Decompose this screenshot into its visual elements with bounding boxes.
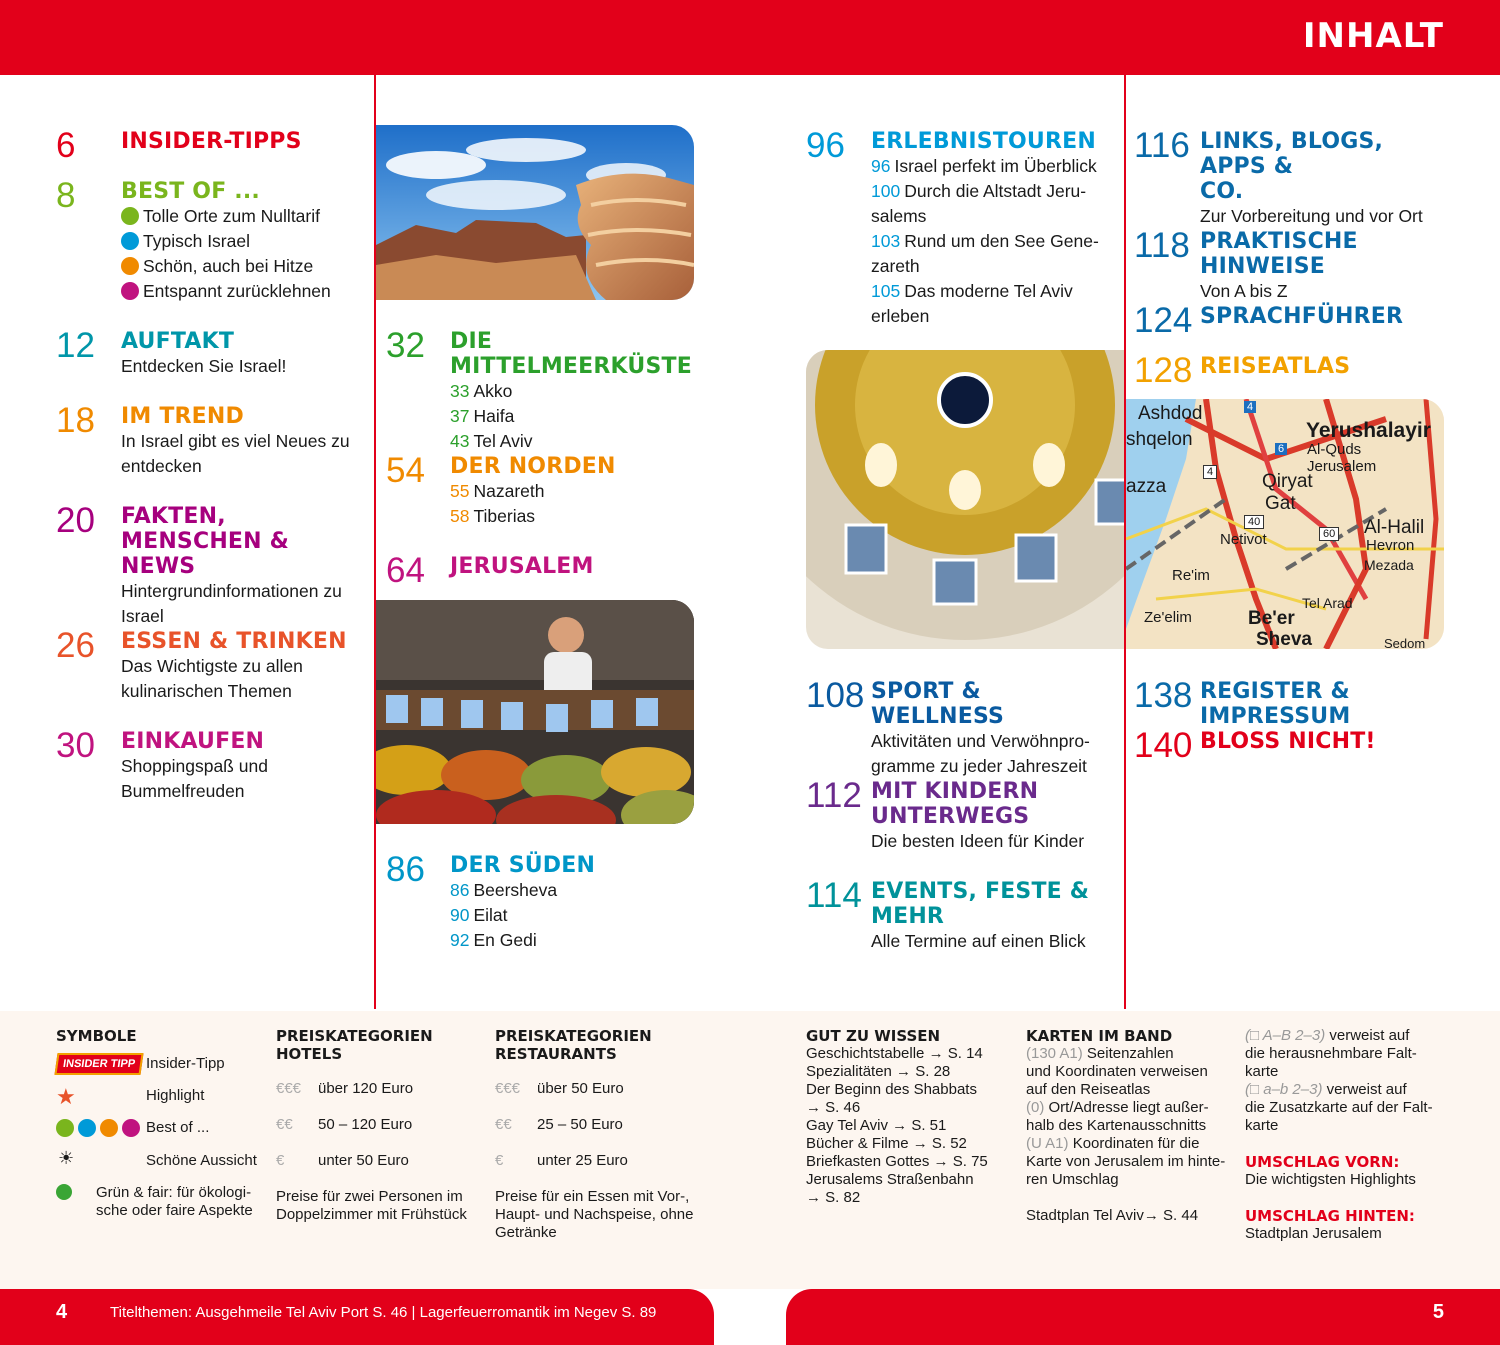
coord-ref: (□ a–b 2–3) <box>1245 1081 1323 1098</box>
spice-market-photo <box>376 600 694 824</box>
map-label: Gat <box>1265 493 1296 514</box>
toc-subtitle: gramme zu jeder Jahreszeit <box>871 756 1087 776</box>
toc-subtitle: Das Wichtigste zu allen <box>121 656 303 676</box>
toc-body <box>121 729 268 804</box>
toc-subtitle: Hintergrundinformationen zu <box>121 581 342 601</box>
legend-text: auf den Reiseatlas <box>1026 1081 1151 1098</box>
faltkarte-legend <box>1245 1027 1465 1135</box>
fact-line: Geschichtstabelle → S. 14 <box>806 1045 983 1062</box>
map-label: Re'im <box>1172 567 1210 584</box>
umschlag-hinten-heading: UMSCHLAG HINTEN: <box>1245 1207 1415 1225</box>
toc-subitem-page: 33 <box>450 381 470 401</box>
insider-tipp-badge: INSIDER TIPP <box>54 1053 143 1075</box>
toc-body <box>871 879 1116 954</box>
restaurants-heading: PREISKATEGORIEN <box>495 1027 652 1045</box>
map-legend-line <box>1026 1045 1241 1063</box>
legend-text: karte <box>1245 1063 1279 1080</box>
legend-text: Seitenzahlen <box>1086 1045 1174 1062</box>
cover-topics: Titelthemen: Ausgehmeile Tel Aviv Port S. 46 | Lagerfeuerromantik im Negev S. 89 <box>110 1304 657 1321</box>
toc-title: MIT KINDERN <box>871 779 1039 804</box>
toc-subitem-label: zareth <box>871 256 920 276</box>
toc-page-number: 114 <box>806 876 862 915</box>
toc-subitem <box>871 154 1099 179</box>
toc-subtitle: Alle Termine auf einen Blick <box>871 931 1086 951</box>
map-label: shqelon <box>1126 429 1193 450</box>
map-label: Ashdod <box>1138 403 1203 424</box>
map-legend-line <box>1026 1063 1241 1081</box>
price-row: €€ 25 – 50 Euro <box>495 1116 623 1133</box>
toc-body <box>871 679 1116 779</box>
legend-label: Insider-Tipp <box>146 1055 225 1072</box>
map-label: Al-Quds <box>1307 441 1362 458</box>
gut-heading: GUT ZU WISSEN <box>806 1027 941 1045</box>
road-shield: 6 <box>1275 443 1287 455</box>
toc-subitem <box>450 928 595 953</box>
price-row: € unter 50 Euro <box>276 1152 409 1169</box>
symbols-heading: SYMBOLE <box>56 1027 137 1045</box>
stadtplan-reference: Stadtplan Tel Aviv→ S. 44 <box>1026 1207 1199 1224</box>
toc-subitem <box>871 179 1099 204</box>
road-shield: 40 <box>1244 515 1264 529</box>
toc-subitem <box>450 404 696 429</box>
toc-subitem-label: erleben <box>871 306 930 326</box>
fact-line: Spezialitäten → S. 28 <box>806 1063 951 1080</box>
coord-ref: (0) <box>1026 1099 1045 1116</box>
toc-body <box>450 853 595 953</box>
church-dome-photo <box>806 350 1124 649</box>
toc-title: MENSCHEN & NEWS <box>121 529 290 579</box>
toc-title: EINKAUFEN <box>121 729 265 754</box>
toc-subitem-label: Israel perfekt im Überblick <box>894 156 1097 176</box>
map-label: azza <box>1126 476 1167 497</box>
toc-subitem <box>450 504 616 529</box>
toc-subtitle: kulinarischen Themen <box>121 681 292 701</box>
header-bar <box>0 0 1500 75</box>
fact-line: Der Beginn des Shabbats <box>806 1081 977 1098</box>
toc-body <box>450 554 594 579</box>
map-legend-line <box>1026 1135 1241 1153</box>
toc-page-number: 18 <box>56 401 95 440</box>
toc-body <box>121 179 331 304</box>
toc-title: DER NORDEN <box>450 454 616 479</box>
legend-text: ren Umschlag <box>1026 1171 1119 1188</box>
toc-page-number: 86 <box>386 850 425 889</box>
toc-subtitle: Von A bis Z <box>1200 281 1288 301</box>
bullet-dot-icon <box>121 282 139 300</box>
toc-subitem-page: 86 <box>450 880 470 900</box>
bullet-dot-icon <box>121 257 139 275</box>
toc-subitem <box>450 429 696 454</box>
best-of-dots-icon <box>56 1119 144 1143</box>
best-of-label: Entspannt zurücklehnen <box>143 281 331 301</box>
toc-subtitle: entdecken <box>121 456 202 476</box>
toc-page-number: 20 <box>56 501 95 540</box>
toc-subitem-page: 90 <box>450 905 470 925</box>
faltkarte-line <box>1245 1117 1465 1135</box>
toc-subitem-label: salems <box>871 206 927 226</box>
toc-subitem-label: Nazareth <box>473 481 545 501</box>
map-label: Al-Halil <box>1364 517 1425 538</box>
hotel-prices <box>276 1027 486 1063</box>
toc-body <box>1200 304 1403 329</box>
toc-subtitle: Aktivitäten und Verwöhnpro- <box>871 731 1090 751</box>
map-label: Be'er <box>1248 608 1295 629</box>
toc-page-number: 96 <box>806 126 845 165</box>
toc-subitem-page: 100 <box>871 181 901 201</box>
legend-text: Koordinaten für die <box>1072 1135 1200 1152</box>
toc-subitem-page: 55 <box>450 481 470 501</box>
fact-line: Briefkasten Gottes → S. 75 <box>806 1153 988 1170</box>
insider-tipp-symbol <box>56 1053 142 1077</box>
faltkarte-line <box>1245 1045 1465 1063</box>
toc-title: ERLEBNISTOUREN <box>871 129 1096 154</box>
toc-subitem <box>871 204 1099 229</box>
footer-left <box>0 1289 714 1345</box>
faltkarte-line <box>1245 1063 1465 1081</box>
map-legend-line <box>1026 1171 1241 1189</box>
toc-body <box>121 129 302 154</box>
fact-line: Jerusalems Straßenbahn <box>806 1171 974 1188</box>
restaurant-prices <box>495 1027 715 1063</box>
coord-ref: (□ A–B 2–3) <box>1245 1027 1326 1044</box>
best-of-item <box>121 229 331 254</box>
toc-subitem <box>450 903 595 928</box>
karten-heading: KARTEN IM BAND <box>1026 1027 1173 1045</box>
toc-subitem-page: 96 <box>871 156 891 176</box>
toc-subitem <box>871 304 1099 329</box>
toc-subitem <box>450 479 616 504</box>
toc-subitem-label: Tiberias <box>473 506 536 526</box>
gut-zu-wissen <box>806 1027 1016 1207</box>
toc-body <box>1200 729 1376 754</box>
toc-subitem-page: 43 <box>450 431 470 451</box>
road-shield: 4 <box>1203 465 1217 479</box>
toc-page-number: 138 <box>1134 676 1193 715</box>
toc-subitem <box>450 878 595 903</box>
toc-page-number: 112 <box>806 776 862 815</box>
toc-subtitle: Bummelfreuden <box>121 781 245 801</box>
fact-line: → S. 46 <box>806 1099 861 1116</box>
map-label: Netivot <box>1220 531 1267 548</box>
best-of-label: Schön, auch bei Hitze <box>143 256 314 276</box>
toc-subitem-label: Eilat <box>473 905 508 925</box>
faltkarte-line <box>1245 1027 1465 1045</box>
toc-title: LINKS, BLOGS, APPS & <box>1200 129 1384 179</box>
toc-body <box>871 779 1084 854</box>
price-row: €€ 50 – 120 Euro <box>276 1116 413 1133</box>
toc-title: UNTERWEGS <box>871 804 1030 829</box>
toc-subitem-label: Rund um den See Gene- <box>904 231 1099 251</box>
price-row: € unter 25 Euro <box>495 1152 628 1169</box>
toc-subitem-label: Haifa <box>473 406 515 426</box>
toc-subitem <box>450 379 696 404</box>
page-number: 5 <box>1432 1301 1444 1323</box>
toc-title: DIE MITTELMEERKÜSTE <box>450 329 692 379</box>
toc-body <box>1200 679 1450 729</box>
green-fair-icon <box>56 1184 72 1208</box>
map-label: Qiryat <box>1262 471 1313 492</box>
road-shield: 60 <box>1319 527 1339 541</box>
road-shield: 4 <box>1244 401 1256 413</box>
map-legend-line <box>1026 1099 1241 1117</box>
toc-title: IM TREND <box>121 404 244 429</box>
fact-line: Gay Tel Aviv → S. 51 <box>806 1117 947 1134</box>
price-row: €€€ über 120 Euro <box>276 1080 414 1097</box>
toc-subtitle: Shoppingspaß und <box>121 756 268 776</box>
star-icon: ★ <box>56 1084 76 1109</box>
toc-page-number: 118 <box>1134 226 1190 265</box>
toc-page-number: 26 <box>56 626 95 665</box>
toc-page-number: 12 <box>56 326 95 365</box>
page-number: 4 <box>56 1301 68 1323</box>
toc-body <box>121 504 366 629</box>
toc-subitem-page: 58 <box>450 506 470 526</box>
toc-page-number: 32 <box>386 326 425 365</box>
green-fair-label: Grün & fair: für ökologi- sche oder faire Aspekte <box>96 1184 253 1219</box>
toc-subtitle: In Israel gibt es viel Neues zu <box>121 431 350 451</box>
toc-page-number: 108 <box>806 676 865 715</box>
toc-page-number: 6 <box>56 126 76 165</box>
toc-title: REISEATLAS <box>1200 354 1351 379</box>
toc-body <box>450 329 696 454</box>
legend-text: Karte von Jerusalem im hinte- <box>1026 1153 1226 1170</box>
toc-body <box>121 629 347 704</box>
toc-page-number: 128 <box>1134 351 1193 390</box>
toc-subitem <box>871 229 1099 254</box>
legend-label: Schöne Aussicht <box>146 1152 257 1169</box>
bullet-dot-icon <box>121 207 139 225</box>
umschlag-vorn-heading: UMSCHLAG VORN: <box>1245 1153 1400 1171</box>
toc-subtitle: Die besten Ideen für Kinder <box>871 831 1085 851</box>
best-of-label: Tolle Orte zum Nulltarif <box>143 206 320 226</box>
footer-right <box>786 1289 1500 1345</box>
coord-ref: (U A1) <box>1026 1135 1069 1152</box>
best-of-label: Typisch Israel <box>143 231 250 251</box>
best-of-item <box>121 254 331 279</box>
toc-title: SPORT & WELLNESS <box>871 679 1005 729</box>
price-note: Preise für ein Essen mit Vor-, Haupt- und Nachspeise, ohne Getränke <box>495 1188 694 1241</box>
toc-page-number: 64 <box>386 551 425 590</box>
hotels-subheading: HOTELS <box>276 1045 343 1063</box>
map-label: Ze'elim <box>1144 609 1192 626</box>
toc-subitem <box>871 254 1099 279</box>
map-label: Mezada <box>1364 557 1414 573</box>
toc-title: FAKTEN, <box>121 504 226 529</box>
toc-body <box>871 129 1099 329</box>
legend-text: Ort/Adresse liegt außer- <box>1048 1099 1209 1116</box>
toc-subitem-label: Durch die Altstadt Jeru- <box>904 181 1087 201</box>
legend-label: Best of ... <box>146 1119 210 1136</box>
legend-text: verweist auf <box>1326 1081 1407 1098</box>
toc-body <box>1200 229 1450 304</box>
toc-title: CO. <box>1200 179 1244 204</box>
price-note: Preise für zwei Personen im Doppelzimmer mit Frühstück <box>276 1188 467 1223</box>
toc-page-number: 54 <box>386 451 425 490</box>
hotels-heading: PREISKATEGORIEN <box>276 1027 433 1045</box>
toc-page-number: 30 <box>56 726 95 765</box>
toc-subitem-label: Akko <box>473 381 513 401</box>
faltkarte-line <box>1245 1081 1465 1099</box>
symbols-legend <box>56 1027 266 1045</box>
map-label: Yerushalayir <box>1306 419 1431 442</box>
toc-body <box>121 329 286 379</box>
toc-title: REGISTER & IMPRESSUM <box>1200 679 1351 729</box>
toc-subitem-label: Tel Aviv <box>473 431 533 451</box>
toc-body <box>121 404 350 479</box>
bullet-dot-icon <box>121 232 139 250</box>
map-label: Jerusalem <box>1307 458 1377 475</box>
karten-im-band <box>1026 1027 1241 1189</box>
toc-title: DER SÜDEN <box>450 853 596 878</box>
legend-text: die Zusatzkarte auf der Falt- <box>1245 1099 1433 1116</box>
umschlag-hinten-text: Stadtplan Jerusalem <box>1245 1225 1382 1242</box>
map-legend-line <box>1026 1153 1241 1171</box>
toc-subitem-page: 105 <box>871 281 901 301</box>
legend-text: und Koordinaten verweisen <box>1026 1063 1208 1080</box>
toc-body <box>1200 354 1350 379</box>
map-legend-line <box>1026 1081 1241 1099</box>
coord-ref: (130 A1) <box>1026 1045 1083 1062</box>
map-label: Tel Arad <box>1302 595 1353 611</box>
toc-subitem-page: 103 <box>871 231 901 251</box>
toc-page-number: 116 <box>1134 126 1190 165</box>
reiseatlas-map <box>1126 399 1444 649</box>
toc-subtitle: Israel <box>121 606 164 626</box>
toc-title: SPRACHFÜHRER <box>1200 304 1404 329</box>
toc-title: EVENTS, FESTE & MEHR <box>871 879 1090 929</box>
toc-subitem-page: 37 <box>450 406 470 426</box>
toc-title: JERUSALEM <box>450 554 594 579</box>
page-title: INHALT <box>1302 16 1444 56</box>
map-legend-line <box>1026 1117 1241 1135</box>
best-of-item <box>121 204 331 229</box>
toc-page-number: 140 <box>1134 726 1193 765</box>
toc-page-number: 8 <box>56 176 76 215</box>
toc-title: INSIDER-TIPPS <box>121 129 302 154</box>
desert-photo <box>376 125 694 300</box>
fact-line: Bücher & Filme → S. 52 <box>806 1135 967 1152</box>
toc-subitem <box>871 279 1099 304</box>
legend-text: karte <box>1245 1117 1279 1134</box>
legend-text: halb des Kartenausschnitts <box>1026 1117 1207 1134</box>
toc-body <box>450 454 616 529</box>
toc-title: PRAKTISCHE HINWEISE <box>1200 229 1358 279</box>
toc-page-number: 124 <box>1134 301 1193 340</box>
restaurants-subheading: RESTAURANTS <box>495 1045 617 1063</box>
toc-title: BEST OF ... <box>121 179 260 204</box>
map-label: Sedom <box>1384 636 1426 649</box>
toc-title: BLOSS NICHT! <box>1200 729 1376 754</box>
toc-subitem-label: Beersheva <box>473 880 558 900</box>
map-label: Hevron <box>1366 537 1415 554</box>
toc-subtitle: Entdecken Sie Israel! <box>121 356 287 376</box>
view-sunburst-icon: ☀ <box>58 1148 75 1168</box>
toc-subitem-label: En Gedi <box>473 930 537 950</box>
legend-text: die herausnehmbare Falt- <box>1245 1045 1417 1062</box>
toc-body <box>1200 129 1450 229</box>
legend-label: Highlight <box>146 1087 205 1104</box>
toc-title: ESSEN & TRINKEN <box>121 629 347 654</box>
toc-subtitle: Zur Vorbereitung und vor Ort <box>1200 206 1423 226</box>
legend-text: verweist auf <box>1329 1027 1410 1044</box>
umschlag-vorn-text: Die wichtigsten Highlights <box>1245 1171 1416 1188</box>
faltkarte-line <box>1245 1099 1465 1117</box>
map-label: Sheva <box>1256 629 1312 649</box>
price-row: €€€ über 50 Euro <box>495 1080 624 1097</box>
toc-subitem-label: Das moderne Tel Aviv <box>904 281 1073 301</box>
fact-line: → S. 82 <box>806 1189 861 1206</box>
toc-subitem-page: 92 <box>450 930 470 950</box>
best-of-item <box>121 279 331 304</box>
toc-title: AUFTAKT <box>121 329 235 354</box>
